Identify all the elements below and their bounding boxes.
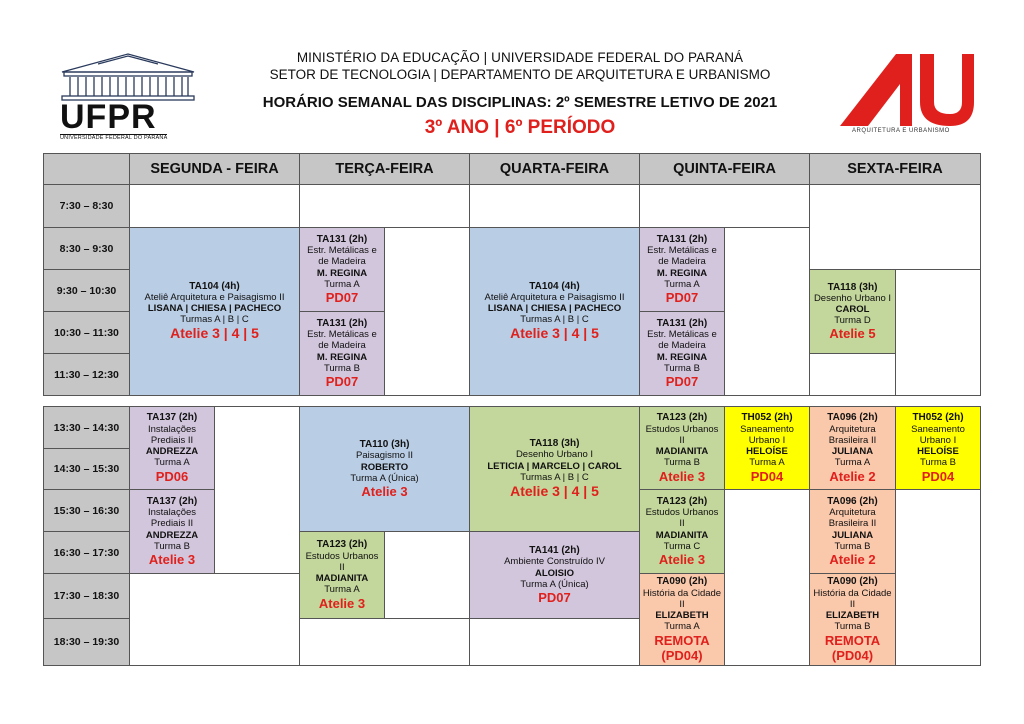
- class-block-ta104-monday[interactable]: [129, 227, 300, 396]
- empty-cell: [895, 489, 981, 666]
- class-block-ta123c-thursday[interactable]: [639, 489, 725, 574]
- class-block-ta131a-tuesday[interactable]: [299, 227, 385, 312]
- ufpr-logo: [58, 50, 198, 142]
- class-professor: ROBERTO: [360, 461, 409, 473]
- time-slot: 13:30 – 14:30: [43, 406, 130, 449]
- class-room: REMOTA: [654, 632, 710, 648]
- class-room: Atelie 3: [318, 595, 366, 611]
- class-block-ta137a-monday[interactable]: [129, 406, 215, 490]
- class-room: PD07: [325, 374, 359, 389]
- class-professor: MADIANITA: [655, 529, 709, 541]
- class-code: TA131 (2h): [656, 317, 708, 329]
- class-professor: MADIANITA: [655, 446, 709, 458]
- class-room: Atelie 3: [361, 483, 408, 499]
- class-code: TA110 (3h): [359, 439, 410, 451]
- class-group: Turma B: [663, 362, 701, 374]
- class-name: Estudos Urbanos II: [645, 423, 719, 446]
- empty-cell: [469, 184, 640, 228]
- class-name: História da Cidade II: [642, 587, 722, 610]
- class-professor: ALOISIO: [534, 567, 575, 579]
- class-code: TH052 (2h): [912, 412, 964, 424]
- class-group: Turma A: [834, 457, 871, 469]
- class-code: TA137 (2h): [146, 495, 198, 507]
- class-name: Arquitetura Brasileira II: [828, 423, 877, 446]
- day-header-thursday: QUINTA-FEIRA: [639, 153, 810, 185]
- class-block-th052b-friday[interactable]: [895, 406, 981, 490]
- class-room: PD07: [665, 290, 699, 305]
- ufpr-logo-subtitle: UNIVERSIDADE FEDERAL DO PARANÁ: [60, 135, 168, 141]
- class-name: Saneamento Urbano I: [740, 423, 794, 446]
- class-group: Turma B: [919, 457, 957, 469]
- class-block-ta090-friday[interactable]: [809, 573, 896, 666]
- class-room: Atelie 5: [829, 326, 876, 342]
- time-slot: 17:30 – 18:30: [43, 573, 130, 619]
- class-code: TA090 (2h): [656, 576, 708, 588]
- class-code: TA137 (2h): [146, 412, 198, 424]
- class-group: Turma A: [749, 457, 785, 469]
- au-triangle-icon: [838, 52, 978, 128]
- class-name: Estudos Urbanos II: [645, 507, 719, 530]
- empty-cell: [809, 353, 896, 396]
- class-room: PD07: [538, 589, 571, 605]
- class-name: Estr. Metálicas e de Madeira: [307, 329, 377, 352]
- time-slot: 16:30 – 17:30: [43, 531, 130, 574]
- class-block-ta123-tuesday[interactable]: [299, 531, 385, 619]
- class-block-ta141-wednesday[interactable]: [469, 531, 640, 619]
- class-block-ta131b-thursday[interactable]: [639, 311, 725, 396]
- empty-cell: [129, 184, 300, 228]
- class-group: Turma B: [153, 540, 191, 552]
- empty-cell: [469, 618, 640, 666]
- time-slot: 18:30 – 19:30: [43, 618, 130, 666]
- class-room: Atelie 3: [658, 552, 706, 567]
- class-block-ta118-wednesday[interactable]: [469, 406, 640, 532]
- empty-cell: [384, 531, 470, 619]
- class-code: TA118 (3h): [827, 281, 878, 293]
- class-group: Turmas A | B | C: [180, 314, 249, 326]
- class-room: PD04: [750, 468, 784, 484]
- class-professor: LISANA | CHIESA | PACHECO: [147, 303, 282, 314]
- empty-cell: [724, 489, 810, 666]
- class-block-ta131b-tuesday[interactable]: [299, 311, 385, 396]
- class-professor: LETICIA | MARCELO | CAROL: [487, 460, 622, 472]
- class-professor: ELIZABETH: [825, 610, 880, 622]
- class-room: Atelie 3: [148, 552, 196, 567]
- class-name: História da Cidade II: [813, 587, 892, 610]
- corner-cell: [43, 153, 130, 185]
- time-slot: 10:30 – 11:30: [43, 311, 130, 354]
- class-group: Turma B: [834, 621, 871, 633]
- time-slot: 8:30 – 9:30: [43, 227, 130, 270]
- class-name: Arquitetura Brasileira II: [828, 507, 877, 530]
- au-logo-subtitle: ARQUITETURA E URBANISMO: [852, 128, 950, 134]
- class-name: Estr. Metálicas e de Madeira: [307, 245, 377, 268]
- class-professor: CAROL: [835, 304, 870, 315]
- class-professor: M. REGINA: [316, 351, 368, 363]
- empty-cell: [129, 573, 300, 666]
- class-name: Desenho Urbano I: [515, 449, 594, 461]
- class-group: Turma A: [324, 584, 360, 596]
- class-block-ta137b-monday[interactable]: [129, 489, 215, 574]
- header-period: 3º ANO | 6º PERÍODO: [424, 117, 616, 138]
- class-name: Saneamento Urbano I: [911, 423, 965, 446]
- class-name: Desenho Urbano I: [813, 292, 892, 304]
- class-name: Ambiente Construído IV: [504, 556, 605, 568]
- time-slot: 11:30 – 12:30: [43, 353, 130, 396]
- class-name: Estr. Metálicas e de Madeira: [647, 245, 717, 268]
- class-code: TH052 (2h): [741, 412, 793, 424]
- empty-cell: [299, 618, 470, 666]
- class-professor: HELOÍSE: [746, 446, 788, 458]
- class-group: Turma B: [323, 362, 361, 374]
- class-group: Turma A: [154, 457, 190, 469]
- day-header-monday: SEGUNDA - FEIRA: [129, 153, 300, 185]
- class-code: TA104 (4h): [189, 280, 240, 292]
- class-code: TA118 (3h): [529, 438, 580, 450]
- class-group: Turma A: [324, 278, 360, 290]
- class-code: TA090 (2h): [827, 576, 878, 588]
- au-logo: [838, 52, 978, 138]
- class-room: Atelie 2: [829, 552, 876, 567]
- class-professor: JULIANA: [831, 529, 874, 541]
- header-title: HORÁRIO SEMANAL DAS DISCIPLINAS: 2º SEMESTRE LETIVO DE 2021: [262, 94, 778, 111]
- class-room: Atelie 3 | 4 | 5: [510, 482, 599, 499]
- class-room: PD04: [921, 468, 955, 484]
- time-slot: 7:30 – 8:30: [43, 184, 130, 228]
- time-slot: 14:30 – 15:30: [43, 448, 130, 490]
- class-group: Turmas A | B | C: [520, 314, 589, 326]
- class-name: Estr. Metálicas e de Madeira: [647, 329, 717, 352]
- day-header-tuesday: TERÇA-FEIRA: [299, 153, 470, 185]
- class-name: Instalações Prediais II: [147, 423, 197, 446]
- class-group: Turma A: [664, 621, 700, 633]
- class-professor: M. REGINA: [656, 267, 708, 279]
- empty-cell: [299, 184, 470, 228]
- class-block-ta123b-thursday[interactable]: [639, 406, 725, 490]
- class-code: TA123 (2h): [656, 495, 708, 507]
- class-professor: HELOÍSE: [917, 446, 959, 458]
- class-block-ta096b-friday[interactable]: [809, 489, 896, 574]
- empty-cell: [809, 184, 981, 270]
- class-professor: M. REGINA: [656, 351, 708, 363]
- class-professor: LISANA | CHIESA | PACHECO: [487, 303, 622, 314]
- class-name: Estudos Urbanos II: [305, 550, 379, 573]
- class-professor: ELIZABETH: [655, 610, 709, 622]
- empty-cell: [724, 227, 810, 396]
- class-group: Turma D: [834, 315, 871, 327]
- class-block-ta104-wednesday[interactable]: [469, 227, 640, 396]
- class-name: Ateliê Arquitetura e Paisagismo II: [484, 291, 625, 303]
- class-group: Turma A (Única): [350, 472, 419, 484]
- class-group: Turma B: [663, 457, 701, 469]
- class-group: Turma C: [663, 540, 701, 552]
- class-name: Instalações Prediais II: [147, 507, 197, 530]
- time-slot: 15:30 – 16:30: [43, 489, 130, 532]
- class-block-th052a-thursday[interactable]: [724, 406, 810, 490]
- class-block-ta096a-friday[interactable]: [809, 406, 896, 490]
- class-code: TA123 (2h): [656, 412, 708, 424]
- class-professor: M. REGINA: [316, 267, 368, 279]
- class-room: Atelie 3 | 4 | 5: [170, 325, 259, 342]
- empty-cell: [214, 406, 300, 574]
- day-header-wednesday: QUARTA-FEIRA: [469, 153, 640, 185]
- class-group: Turma A (Única): [520, 578, 589, 590]
- header-line-sector: SETOR DE TECNOLOGIA | DEPARTAMENTO DE ARQUITETURA E URBANISMO: [269, 67, 771, 82]
- class-room-alt: (PD04): [831, 647, 874, 663]
- class-code: TA123 (2h): [316, 539, 368, 551]
- class-code: TA131 (2h): [316, 317, 368, 329]
- class-professor: JULIANA: [831, 446, 874, 458]
- class-room: Atelie 2: [829, 468, 876, 484]
- class-professor: ANDREZZA: [145, 446, 199, 458]
- class-block-ta110-tuesday[interactable]: [299, 406, 470, 532]
- class-room-alt: (PD04): [661, 647, 703, 663]
- class-group: Turma B: [834, 540, 871, 552]
- class-professor: ANDREZZA: [145, 529, 199, 541]
- class-code: TA096 (2h): [827, 412, 878, 424]
- class-block-ta090-thursday[interactable]: [639, 573, 725, 666]
- class-room: PD07: [665, 374, 699, 389]
- empty-cell: [895, 269, 981, 396]
- time-slot: 9:30 – 10:30: [43, 269, 130, 312]
- ufpr-logo-text: UFPR: [60, 98, 157, 136]
- class-group: Turma A: [664, 278, 700, 290]
- class-block-ta131a-thursday[interactable]: [639, 227, 725, 312]
- class-code: TA096 (2h): [827, 495, 878, 507]
- class-code: TA131 (2h): [656, 233, 708, 245]
- class-block-ta118-friday[interactable]: [809, 269, 896, 354]
- day-header-friday: SEXTA-FEIRA: [809, 153, 981, 185]
- class-group: Turmas A | B | C: [520, 471, 589, 483]
- class-code: TA141 (2h): [529, 545, 580, 557]
- empty-cell: [639, 184, 810, 228]
- class-code: TA131 (2h): [316, 233, 368, 245]
- class-room: PD06: [155, 468, 189, 484]
- class-room: PD07: [325, 290, 359, 305]
- class-room: Atelie 3 | 4 | 5: [510, 325, 599, 342]
- header-line-ministry: MINISTÉRIO DA EDUCAÇÃO | UNIVERSIDADE FEDERAL DO PARANÁ: [296, 50, 744, 65]
- class-room: Atelie 3: [658, 468, 706, 484]
- class-code: TA104 (4h): [529, 280, 580, 292]
- class-name: Ateliê Arquitetura e Paisagismo II: [144, 291, 285, 303]
- class-room: REMOTA: [824, 632, 881, 648]
- empty-cell: [384, 227, 470, 396]
- class-name: Paisagismo II: [355, 450, 414, 462]
- class-professor: MADIANITA: [315, 573, 369, 585]
